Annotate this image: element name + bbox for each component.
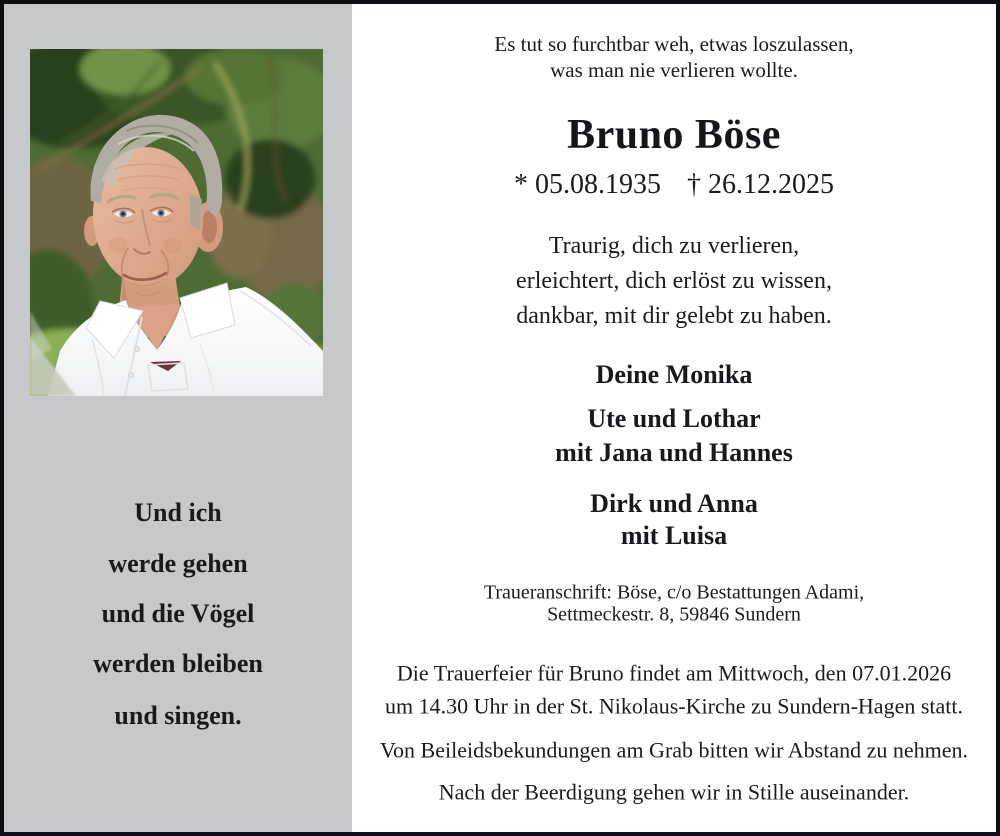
- mourner-line-5: mit Luisa: [620, 521, 728, 551]
- condolence-note: Von Beileidsbekundungen am Grab bitten wir Abstand zu nehmen.: [380, 737, 968, 763]
- poem-line-1: Und ich: [134, 498, 222, 527]
- service-line-2: um 14.30 Uhr in der St. Nikolaus-Kirche zu Sundern-Hagen statt.: [385, 693, 963, 719]
- service-line-1: Die Trauerfeier für Bruno findet am Mittwoch, den 07.01.2026: [396, 660, 952, 686]
- mourner-line-4: Dirk und Anna: [590, 489, 758, 519]
- verse-line-1: Traurig, dich zu verlieren,: [548, 233, 800, 260]
- poem-line-4: werden bleiben: [93, 649, 263, 678]
- poem-line-3: und die Vögel: [101, 599, 255, 628]
- closing-note: Nach der Beerdigung gehen wir in Stille auseinander.: [438, 779, 910, 805]
- poem-line-2: werde gehen: [108, 549, 248, 578]
- mourner-line-1: Deine Monika: [595, 360, 753, 390]
- life-dates: [352, 169, 996, 201]
- mourner-line-3: mit Jana und Hannes: [555, 438, 793, 468]
- left-panel: [4, 4, 352, 832]
- verse-line-3: dankbar, mit dir gelebt zu haben.: [516, 303, 832, 330]
- address-line-2: Settmeckestr. 8, 59846 Sundern: [547, 603, 801, 626]
- opening-line-2: was man nie verlieren wollte.: [550, 57, 798, 82]
- deceased-name: Bruno Böse: [567, 111, 781, 158]
- address-line-1: Traueranschrift: Böse, c/o Bestattungen Adami,: [483, 581, 865, 604]
- death-date: † 26.12.2025: [687, 168, 834, 200]
- poem-line-5: und singen.: [114, 701, 242, 730]
- opening-line-1: Es tut so furchtbar weh, etwas loszulassen,: [494, 31, 854, 56]
- verse-line-2: erleichtert, dich erlöst zu wissen,: [516, 268, 832, 295]
- mourner-line-2: Ute und Lothar: [587, 404, 761, 434]
- birth-date: * 05.08.1935: [514, 168, 661, 200]
- obituary-text-panel: [352, 4, 996, 832]
- memorial-poem: [4, 4, 352, 832]
